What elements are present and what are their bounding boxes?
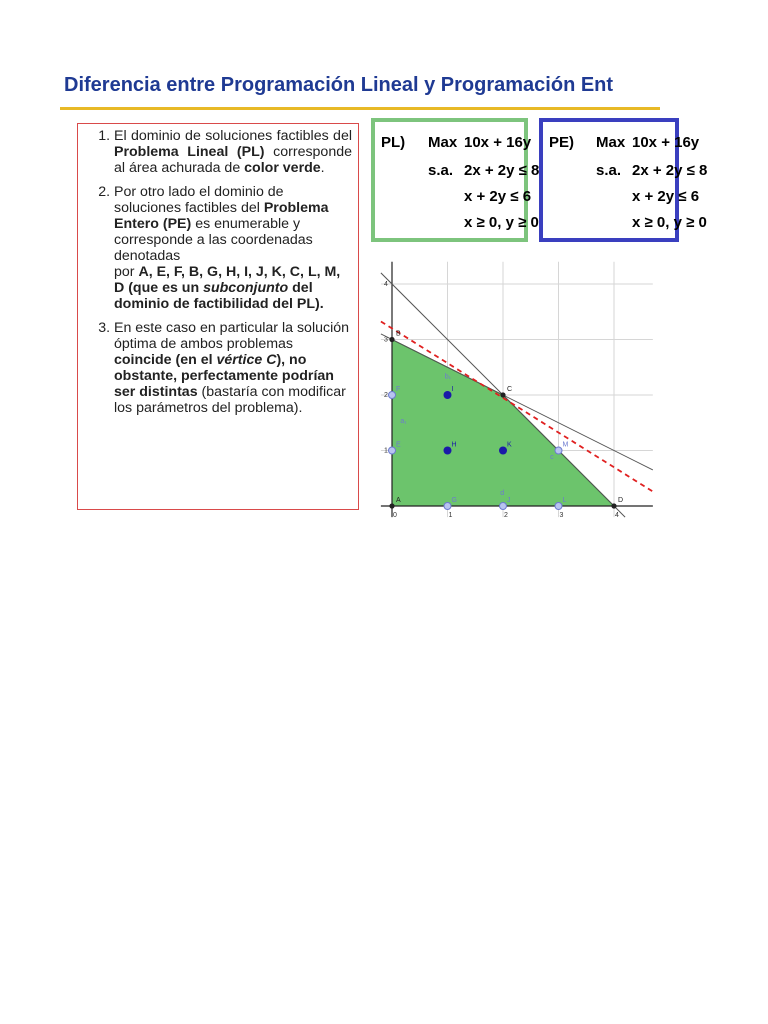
point-label-A: A [396, 497, 401, 504]
item-2-text: Por otro lado el dominio de soluciones factibles del [114, 184, 284, 216]
point-label-E: E [396, 441, 401, 449]
feasible-region-graph [376, 258, 660, 520]
pl-max-label: Max [428, 134, 458, 151]
pe-max-label: Max [596, 134, 626, 151]
y-tick-label-2: 2 [384, 392, 388, 399]
point-G [444, 503, 451, 510]
point-I [444, 391, 452, 399]
point-label-H: H [451, 441, 457, 449]
x-tick-label-3: 3 [559, 512, 564, 519]
item-2-bold-pe: Problema Entero (PE) [114, 200, 329, 232]
pl-constraint-2: x + 2y ≤ 6 [464, 188, 532, 205]
list-item-3 [114, 320, 352, 416]
pe-problem-box [539, 118, 708, 242]
line-label-2: a₁ [400, 417, 407, 425]
point-label-M: M [562, 441, 569, 449]
pe-constraint-3: x ≥ 0, y ≥ 0 [632, 214, 707, 231]
pl-sa-label: s.a. [428, 162, 454, 179]
point-label-J: J [507, 497, 511, 504]
point-A [389, 503, 394, 508]
item-1-bold-pl: Problema Lineal (PL) [114, 144, 265, 160]
point-C [500, 392, 505, 397]
item-1-bold-color: color verde [244, 160, 321, 176]
point-D [611, 503, 616, 508]
point-F [389, 392, 396, 399]
point-label-I: I [451, 386, 454, 393]
pe-sa-label: s.a. [596, 162, 622, 179]
point-H [444, 447, 452, 455]
line-label-3: c [550, 453, 554, 461]
item-1-text: El dominio de soluciones factibles del [114, 128, 352, 144]
point-K [499, 447, 507, 455]
slide-title: Diferencia entre Programación Lineal y Programación Ent [64, 74, 614, 96]
y-tick-label-1: 1 [384, 447, 388, 455]
item-3-text: En este caso en particular la solución óptima de ambos problemas [114, 320, 350, 352]
item-2-bold-end: del dominio de factibilidad del PL). [114, 280, 324, 312]
item-1-text-3: . [320, 160, 325, 176]
pe-constraint-1: 2x + 2y ≤ 8 [632, 162, 708, 179]
point-label-G: G [451, 497, 457, 504]
point-label-L: L [562, 497, 567, 504]
item-2-italic-subset: subconjunto [203, 280, 289, 296]
point-L [555, 503, 562, 510]
point-J [500, 503, 507, 510]
pl-constraint-3: x ≥ 0, y ≥ 0 [464, 214, 539, 231]
item-1-text-2: corresponde al área achurada de [114, 144, 352, 176]
item-3-bold-distinct: ), no obstante, perfectamente podrían ser distintas [114, 352, 334, 400]
point-label-C: C [507, 386, 513, 393]
x-tick-label-2: 2 [504, 512, 508, 519]
point-M [555, 447, 562, 454]
point-E [389, 447, 396, 454]
item-3-text-2: (bastaría con modificar los parámetros del problema). [114, 384, 346, 416]
item-3-bold-coincide: coincide (en el [114, 352, 217, 368]
point-label-K: K [507, 441, 512, 449]
y-tick-label-3: 3 [384, 336, 388, 344]
pe-objective: 10x + 16y [632, 134, 700, 151]
list-item-1 [114, 128, 352, 176]
item-2-text-2: es enumerable y corresponde a las coordenadas denotadas [114, 216, 313, 264]
title-underline [60, 107, 660, 110]
pl-problem-box [371, 118, 540, 242]
item-2-text-3: por [114, 264, 139, 280]
point-label-F: F [396, 386, 401, 393]
line-label-4: d [500, 489, 505, 497]
pe-constraint-2: x + 2y ≤ 6 [632, 188, 700, 205]
line-label-1: b₁ [444, 373, 451, 381]
x-tick-label-4: 4 [615, 512, 619, 519]
pl-label: PL) [381, 134, 406, 151]
pe-label: PE) [549, 134, 575, 151]
pl-constraint-1: 2x + 2y ≤ 8 [464, 162, 540, 179]
x-tick-label-0: 0 [393, 512, 397, 519]
explanation-box [77, 123, 359, 510]
x-tick-label-1: 1 [448, 512, 453, 519]
item-2-bold-points: A, E, F, B, G, H, I, J, K, C, L, M, D (que es un [114, 264, 341, 296]
item-3-italic-vertex: vértice C [216, 352, 277, 368]
y-tick-label-4: 4 [384, 281, 388, 288]
explanation-list [84, 128, 352, 416]
list-item-2 [114, 184, 352, 312]
point-B [389, 337, 394, 342]
pl-objective: 10x + 16y [464, 134, 532, 151]
point-label-D: D [618, 497, 624, 504]
point-label-B: B [396, 330, 401, 338]
